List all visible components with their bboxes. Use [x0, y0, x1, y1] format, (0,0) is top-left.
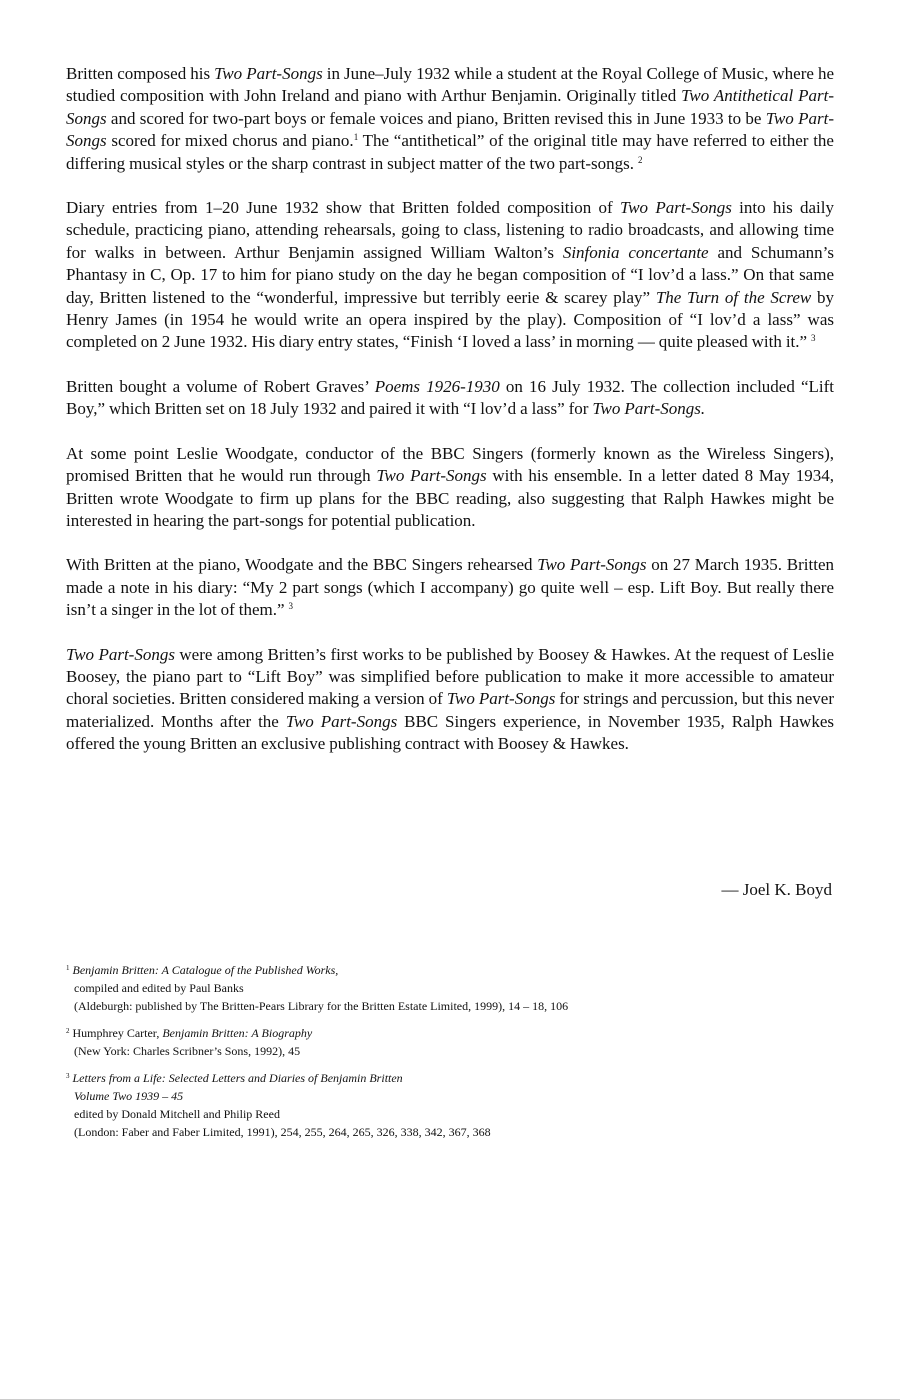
text-run: At some point Leslie Woodgate, conductor of the BBC Singers (formerly known as the Wireless Singers), promised Britten that he would run through: [66, 443, 834, 486]
italic-title: Volume Two 1939 – 45: [74, 1089, 184, 1103]
text-run: with his ensemble. In a letter dated 8 May 1934, Britten wrote Woodgate to firm up plans for the BBC reading, also suggesting that Ralph Hawkes might be interested in hearing the part-songs for potential publication.: [66, 466, 835, 530]
paragraph: [66, 443, 834, 533]
text-run: BBC Singers experience, in November 1935, Ralph Hawkes offered the young Britten an exclusive publishing contract with Boosey & Hawkes.: [66, 711, 834, 754]
italic-title: Two Part-Songs: [285, 711, 398, 731]
text-run: With Britten at the piano, Woodgate and the BBC Singers rehearsed: [66, 555, 538, 575]
italic-title: Benjamin Britten: A Catalogue of the Published Works,: [72, 963, 339, 977]
footnote-marker: 3: [66, 1072, 70, 1080]
footnote-line: [66, 1105, 834, 1123]
italic-title: Poems 1926-1930: [374, 376, 500, 396]
text-run: (New York: Charles Scribner’s Sons, 1992), 45: [74, 1044, 301, 1058]
italic-title: Two Part-Songs: [66, 644, 175, 664]
footnote: [66, 961, 834, 1015]
footnote-line: [66, 961, 834, 979]
footnote-line: [66, 1087, 834, 1105]
italic-title: Two Part-Songs: [620, 198, 732, 218]
text-run: edited by Donald Mitchell and Philip Reed: [74, 1107, 280, 1121]
footnote: [66, 1024, 834, 1060]
paragraph: [66, 376, 834, 421]
text-run: into his daily schedule, practicing piano, attending rehearsals, going to class, listening to radio broadcasts, and allowing time for walks in between. Arthur Benjamin assigned William Walton’s: [66, 198, 834, 262]
paragraph: [66, 644, 834, 756]
footnote-ref: 3: [288, 601, 293, 612]
italic-title: Two Antithetical Part-Songs: [66, 86, 835, 128]
italic-title: Two Part-Songs: [66, 108, 834, 151]
essay-body: [66, 63, 834, 778]
text-run: The “antithetical” of the original title may have referred to either the differing musical styles or the sharp contrast in subject matter of the two part-songs.: [66, 131, 834, 173]
footnote-marker: 2: [66, 1027, 70, 1035]
paragraph: [66, 554, 834, 621]
text-run: Britten bought a volume of Robert Graves’: [66, 376, 375, 396]
text-run: scored for mixed chorus and piano.: [106, 131, 354, 151]
text-run: and Schumann’s Phantasy in C, Op. 17 to him for piano study on the day he began composition of “I lov’d a lass.” On that same day, Britten listened to the “wonderful, impressive but terribly eerie & scarey play”: [66, 242, 834, 307]
italic-title: Benjamin Britten: A Biography: [162, 1026, 313, 1040]
text-run: by Henry James (in 1954 he would write an opera inspired by the play). Composition of “I lov’d a lass” was completed on 2 June 1932. His diary entry states, “Finish ‘I loved a lass’ in morning — quite pleased with it.”: [66, 287, 835, 352]
footnote-line: [66, 1042, 834, 1060]
italic-title: Two Part-Songs.: [592, 399, 706, 419]
footnote-marker: 1: [66, 964, 70, 972]
footnotes-section: [66, 961, 834, 1150]
text-run: Humphrey Carter,: [72, 1026, 163, 1040]
text-run: were among Britten’s first works to be published by Boosey & Hawkes. At the request of Leslie Boosey, the piano part to “Lift Boy” was simplified before publication to make it more accessible to amateur choral societies. Britten considered making a version of: [66, 644, 835, 709]
footnote-line: [66, 1123, 834, 1141]
italic-title: Sinfonia concertante: [562, 242, 709, 262]
footnote-line: [66, 1069, 834, 1087]
text-run: (Aldeburgh: published by The Britten-Pears Library for the Britten Estate Limited, 1999), 14 – 18, 106: [74, 999, 569, 1013]
text-run: (London: Faber and Faber Limited, 1991), 254, 255, 264, 265, 326, 338, 342, 367, 368: [74, 1125, 491, 1139]
paragraph: [66, 197, 834, 354]
text-run: Britten composed his: [66, 64, 215, 83]
text-run: in June–July 1932 while a student at the Royal College of Music, where he studied composition with John Ireland and piano with Arthur Benjamin. Originally titled: [66, 64, 834, 106]
footnote-line: [66, 997, 834, 1015]
italic-title: Two Part-Songs: [376, 466, 487, 486]
footnote-line: [66, 1024, 834, 1042]
text-run: on 27 March 1935. Britten made a note in his diary: “My 2 part songs (which I accompany) go quite well – esp. Lift Boy. But really there isn’t a singer in the lot of them.”: [66, 555, 834, 620]
text-run: and scored for two-part boys or female voices and piano, Britten revised this in June 1933 to be: [106, 108, 766, 128]
text-run: compiled and edited by Paul Banks: [74, 981, 244, 995]
italic-title: Two Part-Songs: [214, 64, 323, 83]
text-run: for strings and percussion, but this never materialized. Months after the: [66, 689, 834, 731]
italic-title: Two Part-Songs: [537, 555, 647, 575]
italic-title: Two Part-Songs: [446, 689, 556, 709]
paragraph: [66, 63, 834, 175]
italic-title: Letters from a Life: Selected Letters and Diaries of Benjamin Britten: [72, 1071, 403, 1085]
italic-title: The Turn of the Screw: [655, 287, 812, 307]
text-run: on 16 July 1932. The collection included “Lift Boy,” which Britten set on 18 July 1932 and paired it with “I lov’d a lass” for: [66, 376, 834, 419]
footnote-ref: 3: [811, 333, 816, 344]
footnote: [66, 1069, 834, 1141]
footnote-ref: 2: [637, 154, 643, 165]
author-signature: — Joel K. Boyd: [721, 880, 832, 899]
text-run: Diary entries from 1–20 June 1932 show that Britten folded composition of: [66, 198, 620, 218]
footnote-ref: 1: [353, 132, 359, 143]
footnote-line: [66, 979, 834, 997]
